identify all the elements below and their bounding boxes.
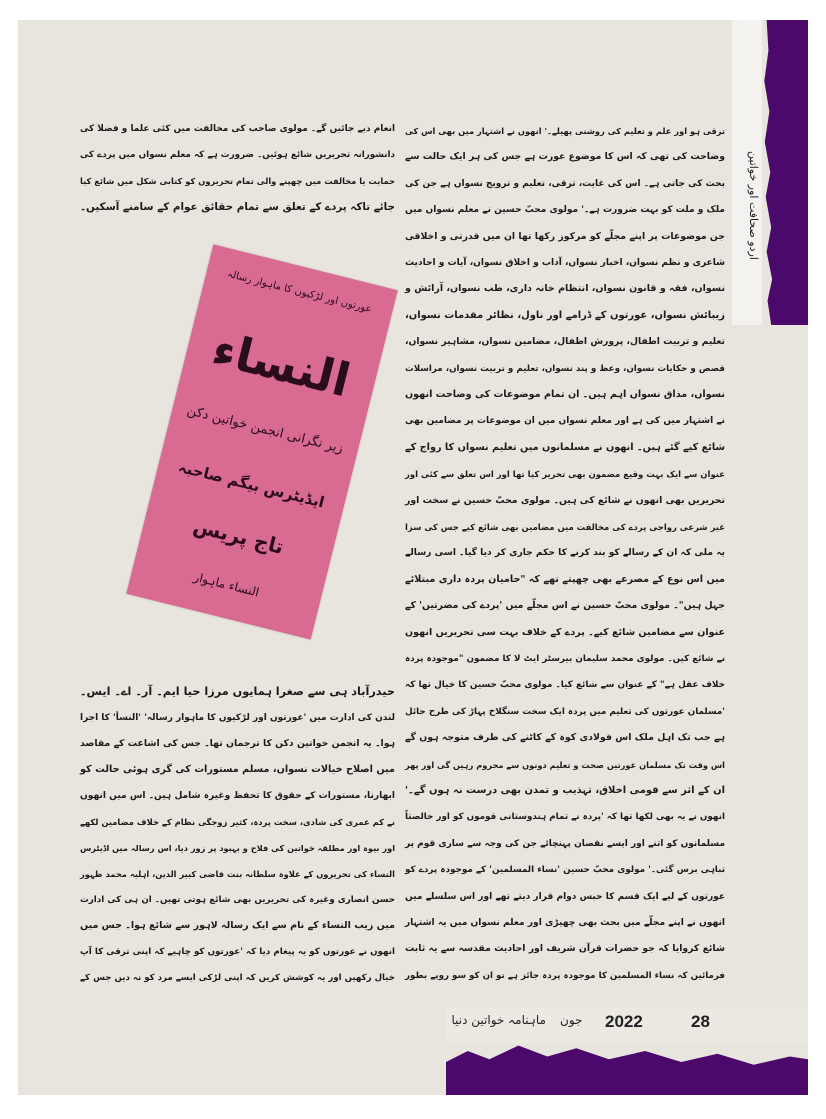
text-line: نسواں، فقہ و قانون نسواں، انتظام خانہ داری، طب نسواں، آرائش و [405, 283, 725, 295]
text-line: ابھارنا، مستورات کے حقوق کا تحفظ وغیرہ شامل ہیں۔ اس میں انھوں [80, 791, 395, 801]
text-line: جہل ہیں"۔ مولوی محبّ حسین نے اس مجلّے میں 'پردے کی مضرتیں' کے [405, 600, 725, 612]
text-line: عنوان سے مضامین شائع کیے۔ پردے کے خلاف بہت سی تحریریں انھوں [405, 626, 725, 638]
text-line: شاعری و نظم نسواں، اخبار نسواں، آداب و اخلاق نسواں، آیات و احادیث [405, 258, 725, 268]
text-line: قصص و حکایات نسواں، وعظ و پند نسواں، تعلیم و تربیت نسواں، مراسلات [405, 363, 725, 374]
text-line: تحریریں بھی انھوں نے شائع کی ہیں۔ مولوی محبّ حسین نے سخت اور [405, 494, 725, 506]
magazine-name: ماہنامہ خواتین دنیا [451, 1013, 546, 1027]
text-line: نے اشتہار میں کی ہے اور معلم نسواں میں ان موضوعات پر مضامین بھی [405, 416, 725, 427]
text-line: دانشورانہ تحریریں شائع ہوئیں۔ ضرورت ہے کہ معلم نسواں میں پردے کی [80, 150, 395, 160]
text-line: جائے تاکہ پردے کے تعلق سے تمام حقائق عوام کے سامنے آسکیں۔ [80, 201, 395, 213]
text-line: شائع کیے گئے ہیں۔ انھوں نے مسلمانوں میں تعلیم نسواں کا رواج کے [405, 441, 725, 453]
section-label: اردو صحافت اور خواتین [747, 150, 760, 260]
cover-subtitle: زیر نگرانی انجمن خواتین دکن [185, 403, 345, 457]
text-line: ان کے اثر سے قومی اخلاق، تہذیب و تمدن بھی درست نہ ہوں گے۔' [405, 785, 725, 796]
text-line: نے شائع کیں۔ مولوی محمد سلیمان بیرسٹر ایٹ لا کا مضمون "موجودہ پردہ [405, 654, 725, 664]
text-line: اس وقت تک مسلمان عورتیں صحت و تعلیم دونوں سے محروم رہیں گی اور پھر [405, 759, 725, 770]
text-line: انھوں نے اپنے مجلّے میں بحث بھی چھیڑی اور معلم نسواں میں یہ اشتہار [404, 918, 725, 928]
text-line: شائع کروایا کہ جو حضرات قرآن شریف اور احادیث مقدسہ سے یہ ثابت [405, 943, 725, 955]
cover-editor: ایڈیٹرس بیگم صاحبہ [176, 457, 327, 512]
cover-bottom: النساء ماہوار [192, 569, 261, 600]
text-line: النساء کی تحریروں کے علاوہ سلطانہ بنت قاضی کبیر الدین، اہلیہ محمد ظہور [80, 869, 395, 879]
text-line: وضاحت کی تھی کہ اس کا موضوع عورت ہے جس کی ہر ایک حالت سے [405, 151, 725, 163]
text-line: مسلمانوں کو اتنے اور ایسے نقصان پہنچائے جن کی وجہ سے ساری قوم پر [405, 838, 725, 849]
text-line: عنوان سے ایک بہت وقیع مضمون بھی تحریر کیا تھا اور اس تعلق سے کئی اور [405, 469, 725, 480]
text-line: تباہی برس گئی۔' مولوی محبّ حسین 'نساء المسلمین' کے موجودہ پردے کو [405, 865, 725, 876]
text-line: 'مسلمان عورتوں کی تعلیم میں پردہ ایک سخت سنگلاخ پہاڑ کی طرح حائل [405, 706, 725, 717]
text-line: نے کم عمری کی شادی، سخت پردہ، کثیر زوجگی نظام کے خلاف مضامین لکھے [80, 817, 395, 827]
text-line: میں اس نوع کے مصرعے بھی چھپتے تھے کہ "حامیان پردہ داری مبتلائے [405, 573, 725, 585]
text-line: یہ ملی کہ ان کے رسالے کو بند کرنے کا حکم جاری کر دیا گیا۔ اسی رسالے [405, 548, 725, 559]
text-line: حمایت یا مخالفت میں چھپنے والی تمام تحریروں کو کتابی شکل میں شائع کیا [80, 176, 395, 186]
text-line: خلاف عقل ہے" کے عنوان سے شائع کیا۔ مولوی محبّ حسین کا خیال تھا کہ [405, 680, 725, 691]
text-line: حسن انصاری وغیرہ کی تحریریں بھی شائع ہوتی تھیں۔ ان ہی کی ادارت [80, 895, 395, 905]
text-line: عورتوں کے لیے ایک قسم کا حبس دوام قرار دیتے تھے اور اس سلسلے میں [405, 891, 725, 902]
text-line: غیر شرعی رواجی پردے کی مخالفت میں مضامین بھی شائع کیے جس کی سزا [405, 522, 725, 532]
cover-title: النساء [207, 321, 356, 408]
text-line: جن موضوعات پر اپنے مجلّے کو مرکوز رکھا تھا ان میں قدرتی و اخلاقی [405, 230, 725, 242]
text-line: حیدرآباد ہی سے صغرا ہمایوں مرزا حیا ایم۔ آر۔ اے۔ ایس۔ [79, 685, 395, 698]
text-line: فرمائیں کہ نساء المسلمین کا موجودہ پردہ جائز ہے تو ان کو سو روپے بطور [405, 970, 725, 981]
cover-press: تاج پریس [190, 513, 287, 559]
text-line: میں اصلاح خیالات نسواں، مسلم مستورات کی گری ہوئی حالت کو [80, 764, 395, 775]
text-line: انعام دیے جائیں گے۔ مولوی صاحب کی مخالفت میں کئی علما و فضلا کی [80, 124, 395, 134]
text-line: انھوں نے یہ بھی لکھا تھا کہ 'پردہ نے تمام ہندوستانی قوموں کو اور خالصتاً [404, 812, 725, 823]
text-line: نسواں، مذاق نسواں اہم ہیں۔ ان تمام موضوعات کی وضاحت انھوں [405, 389, 725, 400]
text-line: میں زیب النساء کے نام سے ایک رسالہ لاہور سے شائع ہوا۔ جس میں [80, 920, 395, 931]
cover-top-note: عورتوں اور لڑکیوں کا ماہوار رسالہ [226, 268, 373, 316]
text-line: ہے جب تک اہل ملک اس فولادی کوہ کے کاٹنے کی طرف متوجہ ہوں گے [405, 732, 725, 744]
text-line: ترقی ہو اور علم و تعلیم کی روشنی پھیلے۔' انھوں نے اشتہار میں بھی اس کی [405, 126, 725, 136]
text-line: انھوں نے عورتوں کو یہ پیغام دیا کہ 'عورتوں کو چاہیے کہ اپنی ترقی کا آپ [80, 947, 395, 957]
text-line: بحث کی جاتی ہے۔ اس کی غایت، ترقی، تعلیم و ترویج نسواں ہے جن کی [405, 178, 725, 189]
text-line: ملک و ملت کو بہت ضرورت ہے۔' مولوی محبّ حسین نے معلم نسواں میں [405, 205, 725, 216]
text-line: اور بیوہ اور مطلقہ خواتین کی فلاح و بہبود پر زور دیا، اس رسالہ میں اڈیٹرس [80, 843, 395, 853]
text-line: لندن کی ادارت میں 'عورتوں اور لڑکیوں کا ماہوار رسالہ' 'النسأ' کا اجرا [80, 713, 395, 723]
text-line: خیال رکھیں اور یہ کوشش کریں کہ اپنی لڑکی ایسے مرد کو نہ دیں جس کے [80, 973, 395, 983]
text-line: ہوا۔ یہ انجمن خواتین دکن کا ترجمان تھا۔ جس کی اشاعت کے مقاصد [80, 738, 395, 749]
text-line: تعلیم و تربیت اطفال، پرورش اطفال، مضامین نسواں، مشاہیر نسواں، [405, 336, 725, 348]
page-number: 28 [691, 1012, 710, 1031]
issue-year: 2022 [605, 1012, 643, 1031]
text-line: زیبائش نسواں، عورتوں کے ڈرامے اور ناول، نظائر مقدمات نسواں، [405, 309, 725, 321]
issue-month: جون [560, 1013, 583, 1027]
